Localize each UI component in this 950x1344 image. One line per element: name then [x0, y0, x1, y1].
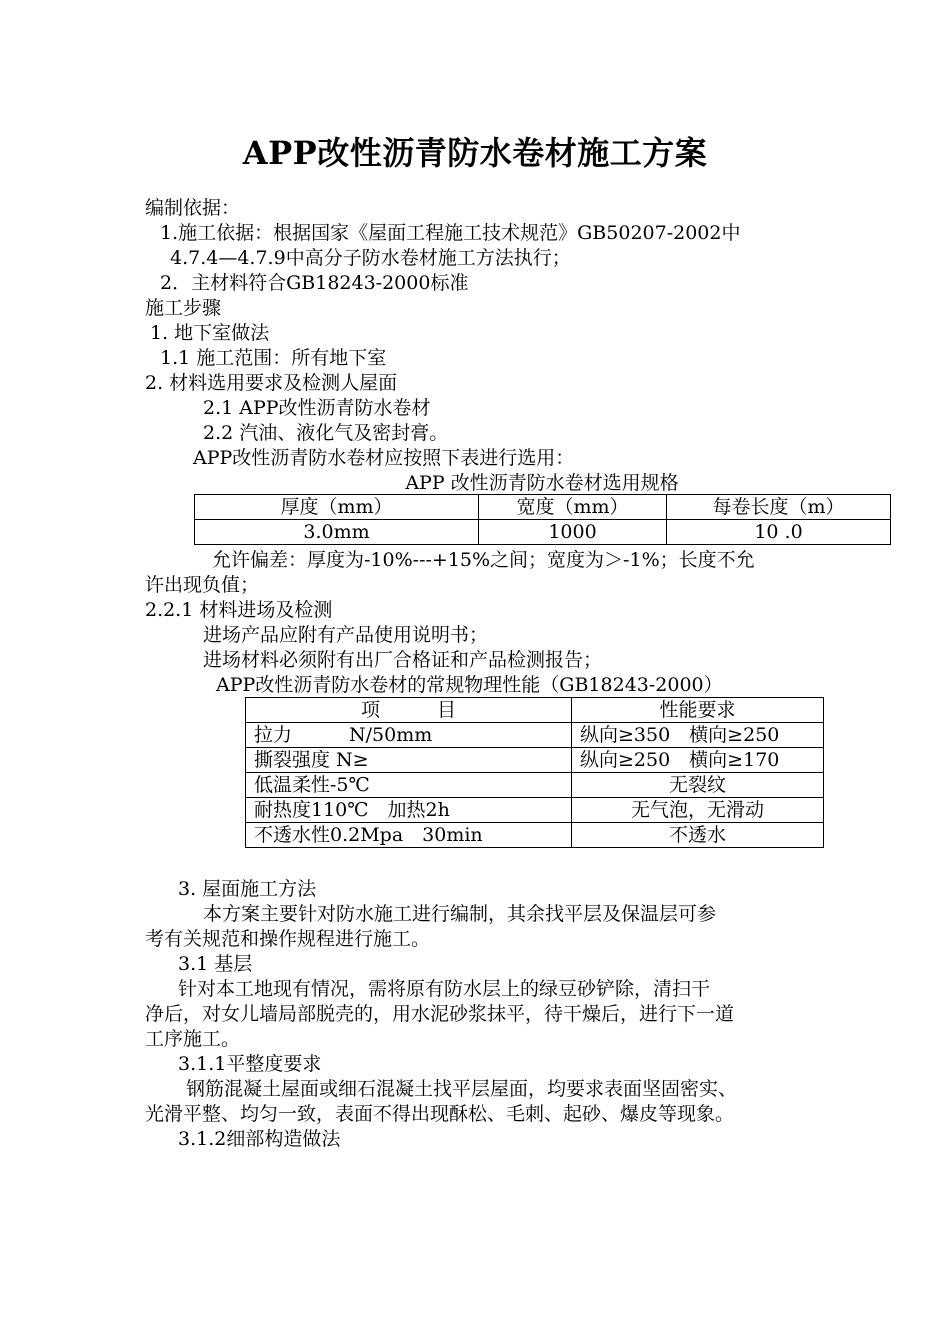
prop-item-cell: 拉力 N/50mm	[246, 723, 572, 748]
table-row	[246, 798, 824, 823]
spec-header-thickness: 厚度（mm）	[195, 495, 479, 520]
inspection-line-1: 进场产品应附有产品使用说明书；	[203, 624, 489, 646]
spec-table-row	[195, 520, 891, 545]
spec-header-length: 每卷长度（m）	[667, 495, 891, 520]
basis-item-1-cont: 4.7.4—4.7.9中高分子防水卷材施工方法执行；	[170, 247, 571, 269]
spec-cell-width: 1000	[479, 520, 667, 545]
flatness-line-1: 钢筋混凝土屋面或细石混凝土找平层屋面，均要求表面坚固密实、	[186, 1078, 738, 1100]
spec-table	[194, 494, 891, 545]
spec-cell-length: 10 .0	[667, 520, 891, 545]
flatness-heading: 3.1.1平整度要求	[178, 1053, 322, 1075]
spec-cell-thickness: 3.0mm	[195, 520, 479, 545]
prop-header-requirement: 性能要求	[572, 698, 824, 723]
prop-item-cell: 耐热度110℃ 加热2h	[246, 798, 572, 823]
roof-intro-line-1: 本方案主要针对防水施工进行编制，其余找平层及保温层可参	[203, 903, 717, 925]
base-line-2: 净后，对女儿墙局部脱壳的，用水泥砂浆抹平，待干燥后，进行下一道	[145, 1003, 735, 1025]
table-row	[246, 723, 824, 748]
base-line-3: 工序施工。	[145, 1028, 241, 1050]
step-2: 2. 材料选用要求及检测人屋面	[145, 372, 398, 394]
step-1: 1. 地下室做法	[150, 322, 270, 344]
basis-heading: 编制依据：	[145, 197, 241, 219]
tolerance-line-1: 允许偏差：厚度为-10%---+15%之间；宽度为＞-1%；长度不允	[212, 549, 755, 571]
prop-header-item: 项 目	[246, 698, 572, 723]
selection-note: APP改性沥青防水卷材应按照下表进行选用：	[193, 447, 575, 469]
table-row	[246, 823, 824, 848]
base-line-1: 针对本工地现有情况，需将原有防水层上的绿豆砂铲除，清扫干	[178, 978, 711, 1000]
step-1-1: 1.1 施工范围：所有地下室	[160, 347, 387, 369]
prop-table-caption: APP改性沥青防水卷材的常规物理性能（GB18243-2000）	[216, 674, 723, 696]
prop-table-header-row	[246, 698, 824, 723]
basis-item-2: 2．主材料符合GB18243-2000标准	[160, 272, 469, 294]
properties-table	[245, 697, 824, 848]
spec-header-width: 宽度（mm）	[479, 495, 667, 520]
tolerance-line-2: 许出现负值；	[145, 574, 260, 596]
prop-item-cell: 撕裂强度 N≥	[246, 748, 572, 773]
prop-requirement-cell: 不透水	[572, 823, 824, 848]
spec-table-caption: APP 改性沥青防水卷材选用规格	[405, 472, 679, 494]
basis-item-1: 1.施工依据：根据国家《屋面工程施工技术规范》GB50207-2002中	[160, 222, 741, 244]
prop-requirement-cell: 纵向≥350 横向≥250	[572, 723, 824, 748]
table-row	[246, 748, 824, 773]
prop-item-cell: 不透水性0.2Mpa 30min	[246, 823, 572, 848]
flatness-line-2: 光滑平整、均匀一致，表面不得出现酥松、毛刺、起砂、爆皮等现象。	[145, 1103, 735, 1125]
steps-heading: 施工步骤	[145, 297, 222, 319]
roof-heading: 3. 屋面施工方法	[178, 878, 317, 900]
roof-intro-line-2: 考有关规范和操作规程进行施工。	[145, 928, 431, 950]
prop-requirement-cell: 无气泡，无滑动	[572, 798, 824, 823]
prop-requirement-cell: 纵向≥250 横向≥170	[572, 748, 824, 773]
inspection-line-2: 进场材料必须附有出厂合格证和产品检测报告；	[203, 649, 603, 671]
document-title: APP改性沥青防水卷材施工方案	[242, 134, 708, 172]
spec-table-header-row	[195, 495, 891, 520]
inspection-heading: 2.2.1 材料进场及检测	[145, 599, 333, 621]
detail-heading: 3.1.2细部构造做法	[178, 1128, 341, 1150]
prop-item-cell: 低温柔性-5℃	[246, 773, 572, 798]
table-row	[246, 773, 824, 798]
base-heading: 3.1 基层	[178, 953, 253, 975]
step-2-2: 2.2 汽油、液化气及密封膏。	[203, 422, 449, 444]
step-2-1: 2.1 APP改性沥青防水卷材	[203, 397, 431, 419]
prop-requirement-cell: 无裂纹	[572, 773, 824, 798]
